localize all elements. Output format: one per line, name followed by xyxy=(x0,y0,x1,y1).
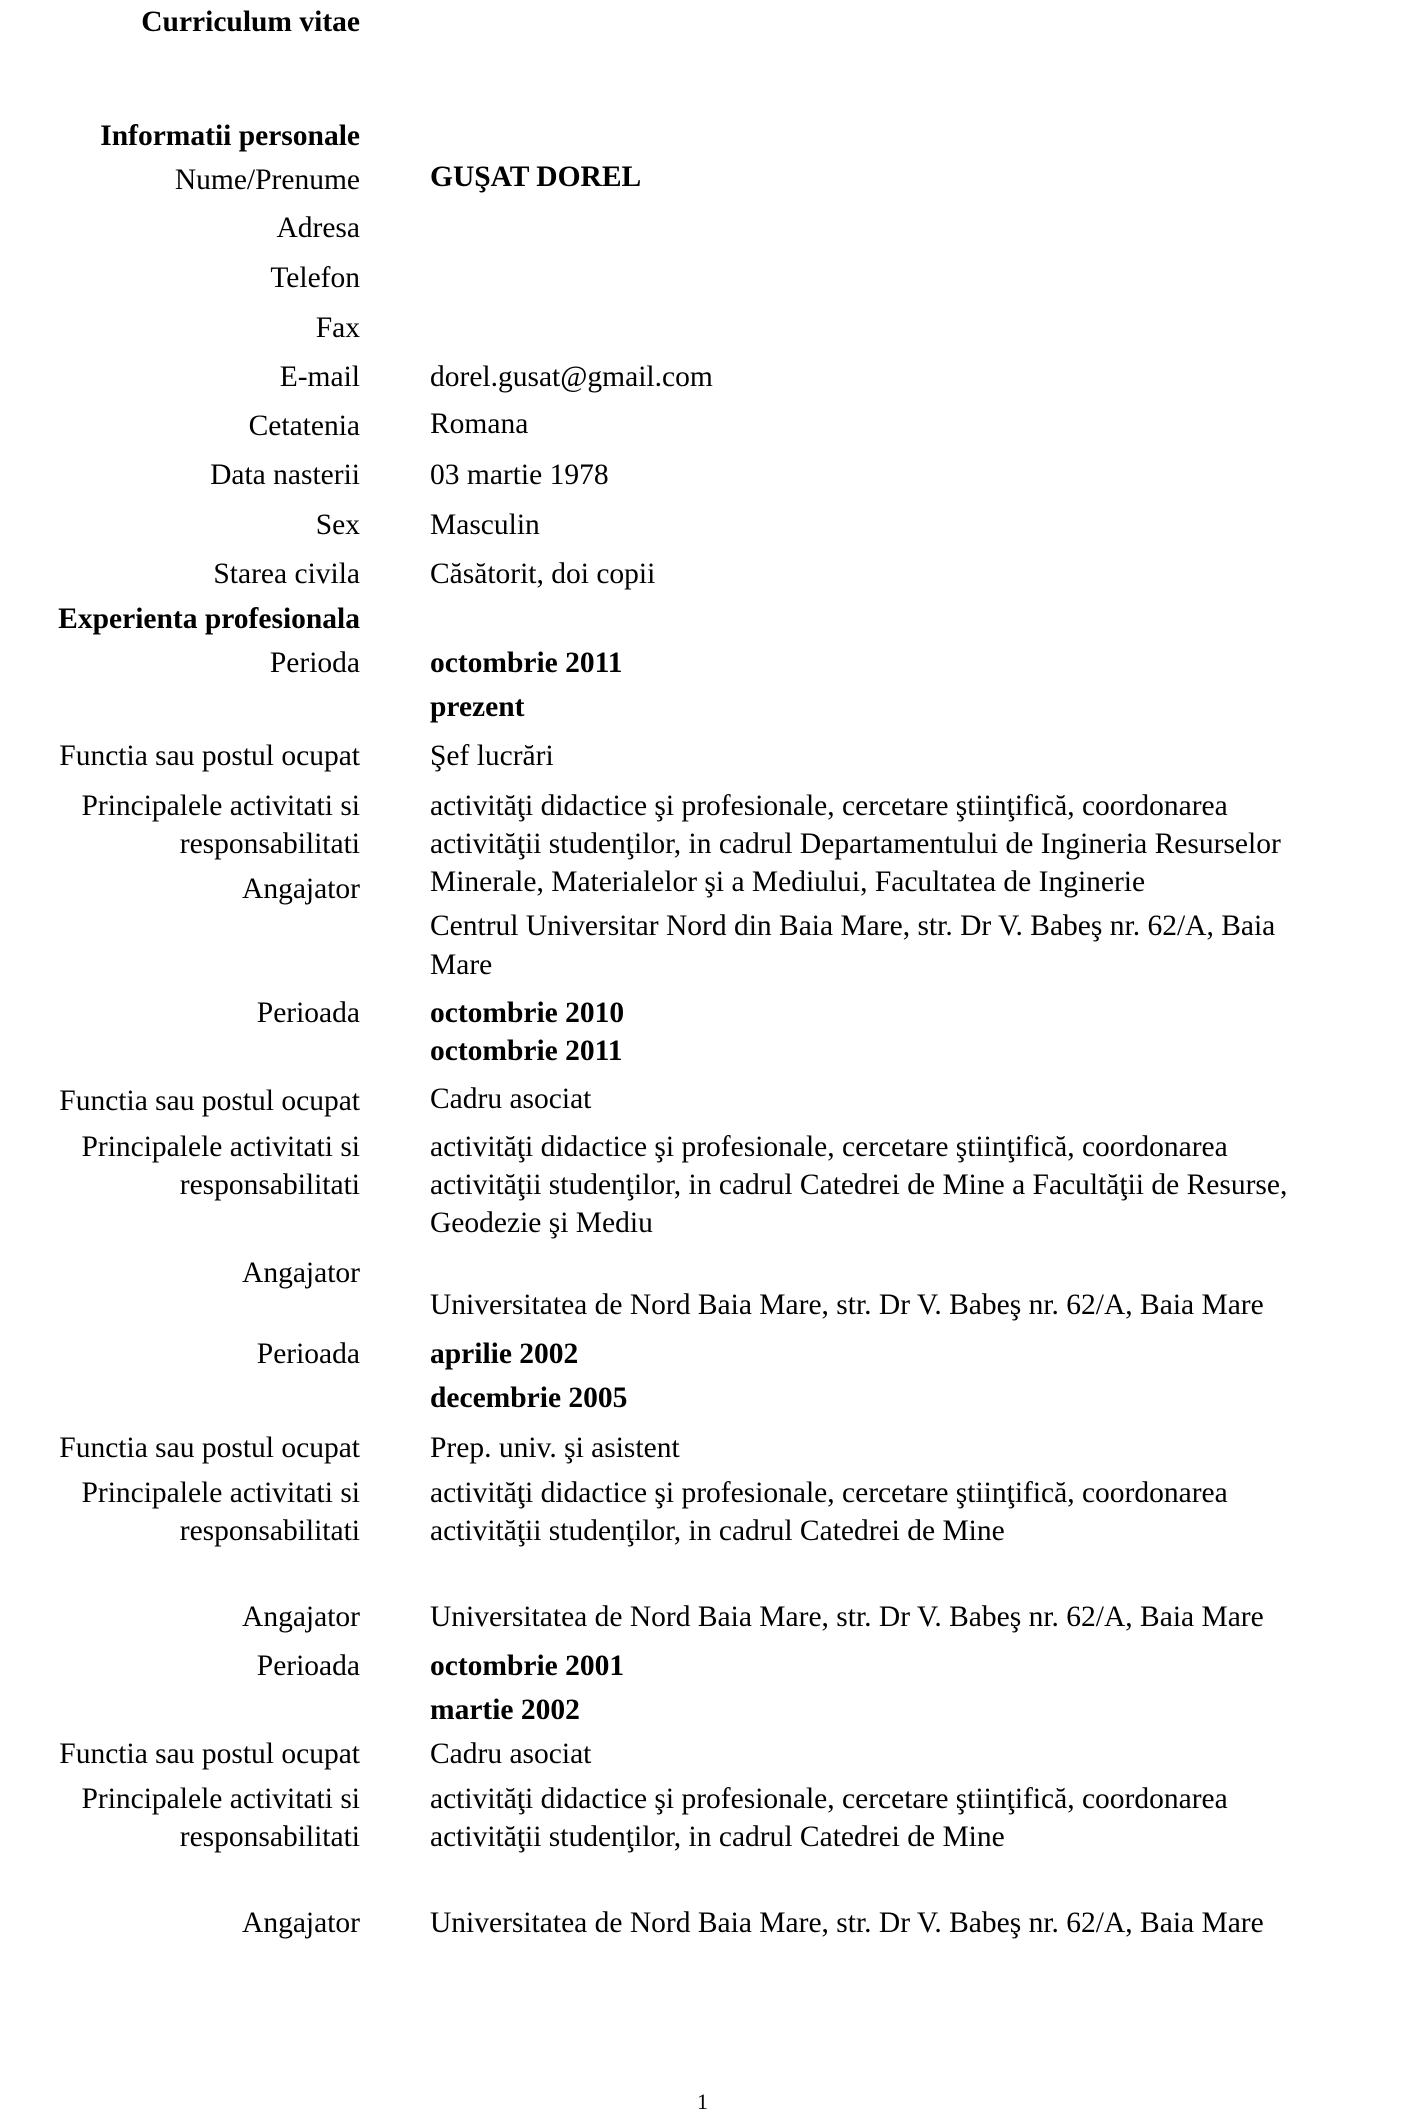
employer-line1: Universitatea de Nord Baia Mare, str. Dr V. Babeş nr. 62/A, Baia Mare xyxy=(430,1289,1264,1321)
activities-line2: activităţii studenţilor, in cadrul Catedrei de Mine xyxy=(430,1515,1005,1547)
citizenship-label: Cetatenia xyxy=(248,410,360,442)
function-label: Functia sau postul ocupat xyxy=(59,1432,360,1464)
period-label: Perioada xyxy=(256,1650,360,1682)
period-end: decembrie 2005 xyxy=(430,1382,628,1414)
period-label: Perioda xyxy=(269,647,360,679)
activities-label-line2: responsabilitati xyxy=(179,1515,360,1547)
employer-line1: Universitatea de Nord Baia Mare, str. Dr V. Babeş nr. 62/A, Baia Mare xyxy=(430,1907,1264,1939)
sex-value: Masculin xyxy=(430,509,540,541)
function-value: Prep. univ. şi asistent xyxy=(430,1432,680,1464)
employer-label: Angajator xyxy=(242,1601,360,1633)
name-label: Nume/Prenume xyxy=(174,164,360,196)
activities-label-line2: responsabilitati xyxy=(179,828,360,860)
address-label: Adresa xyxy=(276,212,360,244)
period-end: octombrie 2011 xyxy=(430,1035,623,1067)
employer-line2: Mare xyxy=(430,949,493,981)
employer-label: Angajator xyxy=(242,873,360,905)
period-start: octombrie 2001 xyxy=(430,1650,625,1682)
activities-line3: Minerale, Materialelor şi a Mediului, Facultatea de Inginerie xyxy=(430,866,1146,898)
employer-label: Angajator xyxy=(242,1257,360,1289)
activities-line3: Geodezie şi Mediu xyxy=(430,1207,653,1239)
fax-label: Fax xyxy=(315,312,360,344)
civil-status-value: Căsătorit, doi copii xyxy=(430,558,656,590)
period-start: octombrie 2011 xyxy=(430,647,623,679)
employer-line1: Centrul Universitar Nord din Baia Mare, str. Dr V. Babeş nr. 62/A, Baia xyxy=(430,910,1276,942)
period-start: octombrie 2010 xyxy=(430,997,625,1029)
activities-line1: activităţi didactice şi profesionale, cercetare ştiinţifică, coordonarea xyxy=(430,1477,1228,1509)
function-label: Functia sau postul ocupat xyxy=(59,1738,360,1770)
activities-label-line1: Principalele activitati si xyxy=(81,1477,360,1509)
function-value: Cadru asociat xyxy=(430,1738,592,1770)
activities-label-line2: responsabilitati xyxy=(179,1169,360,1201)
email-value: dorel.gusat@gmail.com xyxy=(430,361,713,393)
activities-line1: activităţi didactice şi profesionale, cercetare ştiinţifică, coordonarea xyxy=(430,790,1228,822)
activities-line2: activităţii studenţilor, in cadrul Departamentului de Ingineria Resurselor xyxy=(430,828,1281,860)
civil-status-label: Starea civila xyxy=(213,558,360,590)
email-label: E-mail xyxy=(279,361,360,393)
period-end: prezent xyxy=(430,691,525,723)
section-heading-experience: Experienta profesionala xyxy=(58,603,360,635)
birth-date-value: 03 martie 1978 xyxy=(430,459,609,491)
function-label: Functia sau postul ocupat xyxy=(59,740,360,772)
document-title: Curriculum vitae xyxy=(141,6,360,38)
activities-label-line1: Principalele activitati si xyxy=(81,1131,360,1163)
activities-label-line1: Principalele activitati si xyxy=(81,790,360,822)
employer-line1: Universitatea de Nord Baia Mare, str. Dr V. Babeş nr. 62/A, Baia Mare xyxy=(430,1601,1264,1633)
activities-line1: activităţi didactice şi profesionale, cercetare ştiinţifică, coordonarea xyxy=(430,1783,1228,1815)
period-label: Perioada xyxy=(256,1338,360,1370)
employer-label: Angajator xyxy=(242,1907,360,1939)
period-end: martie 2002 xyxy=(430,1694,580,1726)
activities-label-line1: Principalele activitati si xyxy=(81,1783,360,1815)
citizenship-value: Romana xyxy=(430,408,529,440)
page-number: 1 xyxy=(697,2089,708,2114)
phone-label: Telefon xyxy=(270,262,360,294)
activities-line2: activităţii studenţilor, in cadrul Catedrei de Mine xyxy=(430,1821,1005,1853)
section-heading-personal: Informatii personale xyxy=(100,120,360,152)
function-value: Şef lucrări xyxy=(430,740,554,772)
activities-label-line2: responsabilitati xyxy=(179,1821,360,1853)
function-value: Cadru asociat xyxy=(430,1083,592,1115)
period-start: aprilie 2002 xyxy=(430,1338,579,1370)
activities-line2: activităţii studenţilor, in cadrul Catedrei de Mine a Facultăţii de Resurse, xyxy=(430,1169,1288,1201)
birth-date-label: Data nasterii xyxy=(210,459,360,491)
function-label: Functia sau postul ocupat xyxy=(59,1085,360,1117)
period-label: Perioada xyxy=(256,997,360,1029)
name-value: GUŞAT DOREL xyxy=(430,161,642,193)
activities-line1: activităţi didactice şi profesionale, cercetare ştiinţifică, coordonarea xyxy=(430,1131,1228,1163)
sex-label: Sex xyxy=(315,509,360,541)
